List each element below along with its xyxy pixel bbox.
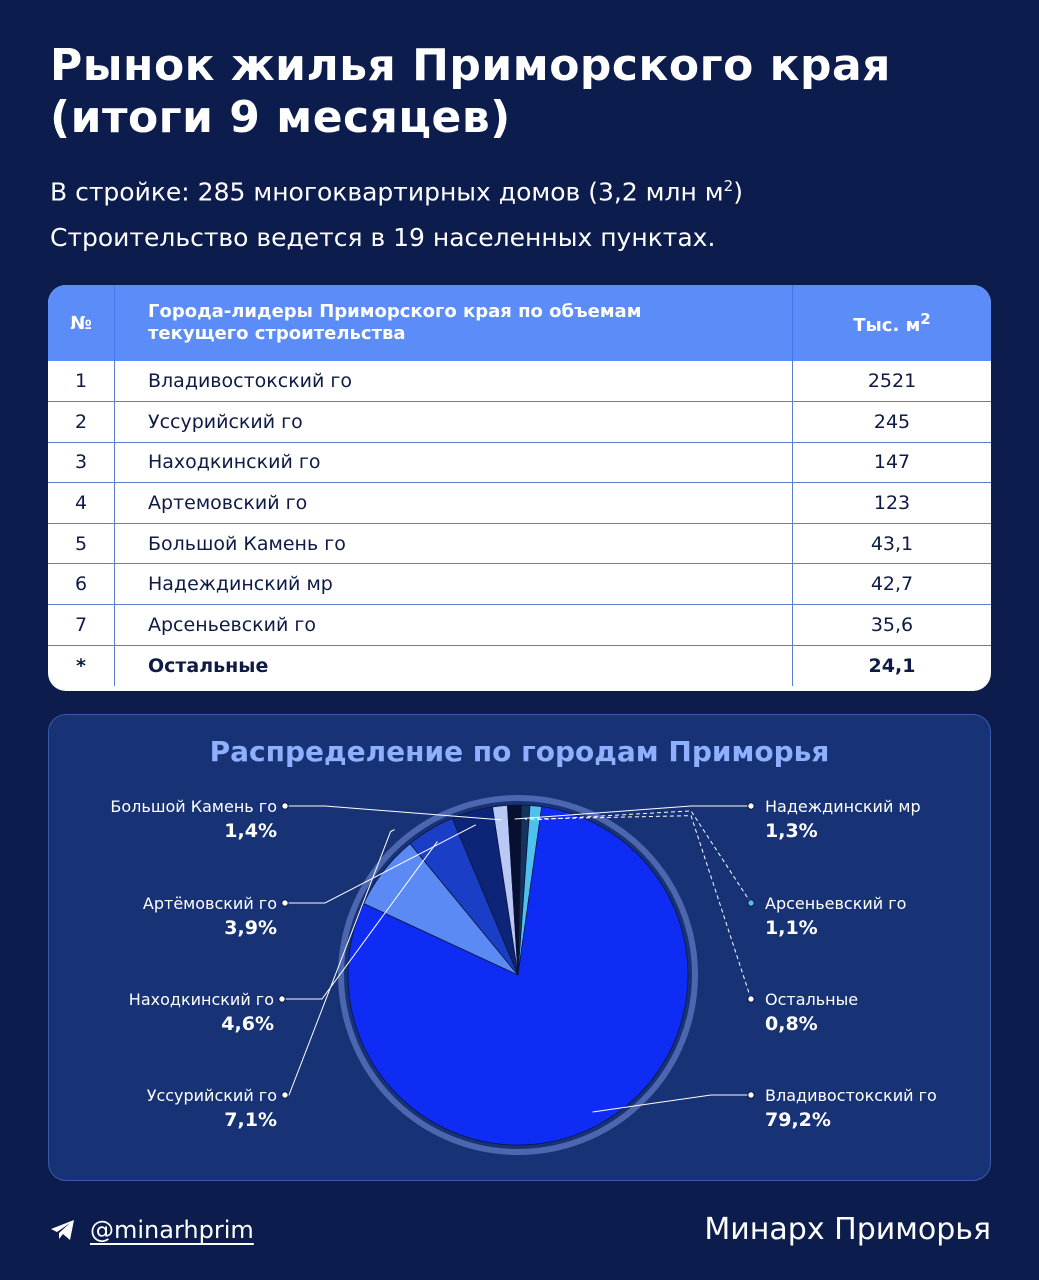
row-value: 123 — [793, 483, 992, 524]
header-num: № — [48, 285, 115, 361]
row-name: Большой Камень го — [115, 523, 793, 564]
row-name: Артемовский го — [115, 483, 793, 524]
row-name: Уссурийский го — [115, 402, 793, 443]
row-num: 1 — [48, 361, 115, 402]
slice-label: Уссурийский го — [146, 1086, 277, 1105]
row-name: Находкинский го — [115, 442, 793, 483]
telegram-handle: @minarhprim — [90, 1216, 254, 1244]
subtitle-houses-end: ) — [733, 177, 743, 207]
slice-percent: 1,1% — [765, 917, 818, 939]
row-num: 2 — [48, 402, 115, 443]
header-value-text: Тыс. м — [853, 315, 921, 336]
row-value: 24,1 — [793, 645, 992, 686]
header-name-line-1: Города-лидеры Приморского края по объемам — [148, 301, 642, 322]
row-name: Надеждинский мр — [115, 564, 793, 605]
leader-dot — [282, 803, 288, 809]
slice-percent: 79,2% — [765, 1109, 831, 1131]
leader-dot — [748, 900, 754, 906]
row-value: 2521 — [867, 370, 917, 393]
title-line-2: (итоги 9 месяцев) — [50, 92, 511, 143]
subtitle-settlements: Строительство ведется в 19 населенных пунктах. — [50, 223, 716, 252]
leader-dot — [282, 900, 288, 906]
telegram-icon — [50, 1219, 76, 1241]
subtitle-houses-sup: 2 — [723, 177, 734, 195]
row-num: 7 — [48, 605, 115, 646]
telegram-handle-link[interactable] — [50, 1212, 254, 1248]
slice-percent: 7,1% — [224, 1109, 277, 1131]
slice-label: Владивостокский го — [765, 1086, 937, 1105]
row-name: Арсеньевский го — [115, 605, 793, 646]
row-name: Остальные — [115, 645, 793, 686]
row-name: Владивостокский го — [115, 361, 793, 402]
slice-percent: 4,6% — [221, 1013, 274, 1035]
leader-dot — [279, 996, 285, 1002]
leader-dot — [748, 803, 754, 809]
row-num: 6 — [48, 564, 115, 605]
slice-label: Арсеньевский го — [765, 894, 907, 913]
row-value: 35,6 — [793, 605, 992, 646]
leader-dot — [282, 1092, 288, 1098]
row-value: 43,1 — [793, 523, 992, 564]
slice-label: Надеждинский мр — [765, 797, 921, 816]
title-line-1: Рынок жилья Приморского края — [50, 40, 891, 91]
slice-percent: 1,4% — [224, 820, 277, 842]
row-num: 4 — [48, 483, 115, 524]
slice-percent: 0,8% — [765, 1013, 818, 1035]
row-value: 245 — [793, 402, 992, 443]
row-num: * — [48, 645, 115, 686]
slice-label: Артёмовский го — [142, 894, 277, 913]
row-value: 147 — [793, 442, 992, 483]
slice-percent: 3,9% — [224, 917, 277, 939]
leader-dot — [748, 1092, 754, 1098]
leader-dot — [748, 996, 754, 1002]
slice-label: Находкинский го — [128, 990, 274, 1009]
subtitle-houses-text: В стройке: 285 многоквартирных домов (3,2 млн м — [50, 177, 724, 207]
row-value: 42,7 — [793, 564, 992, 605]
slice-label: Большой Камень го — [110, 797, 277, 816]
row-num: 5 — [48, 523, 115, 564]
header-value-sup: 2 — [920, 310, 931, 328]
row-num: 3 — [48, 442, 115, 483]
slice-percent: 1,3% — [765, 820, 818, 842]
header-name-line-2: текущего строительства — [148, 323, 406, 344]
slice-label: Остальные — [765, 990, 859, 1009]
brand-name: Минарх Приморья — [704, 1212, 991, 1247]
chart-title: Распределение по городам Приморья — [209, 735, 830, 768]
